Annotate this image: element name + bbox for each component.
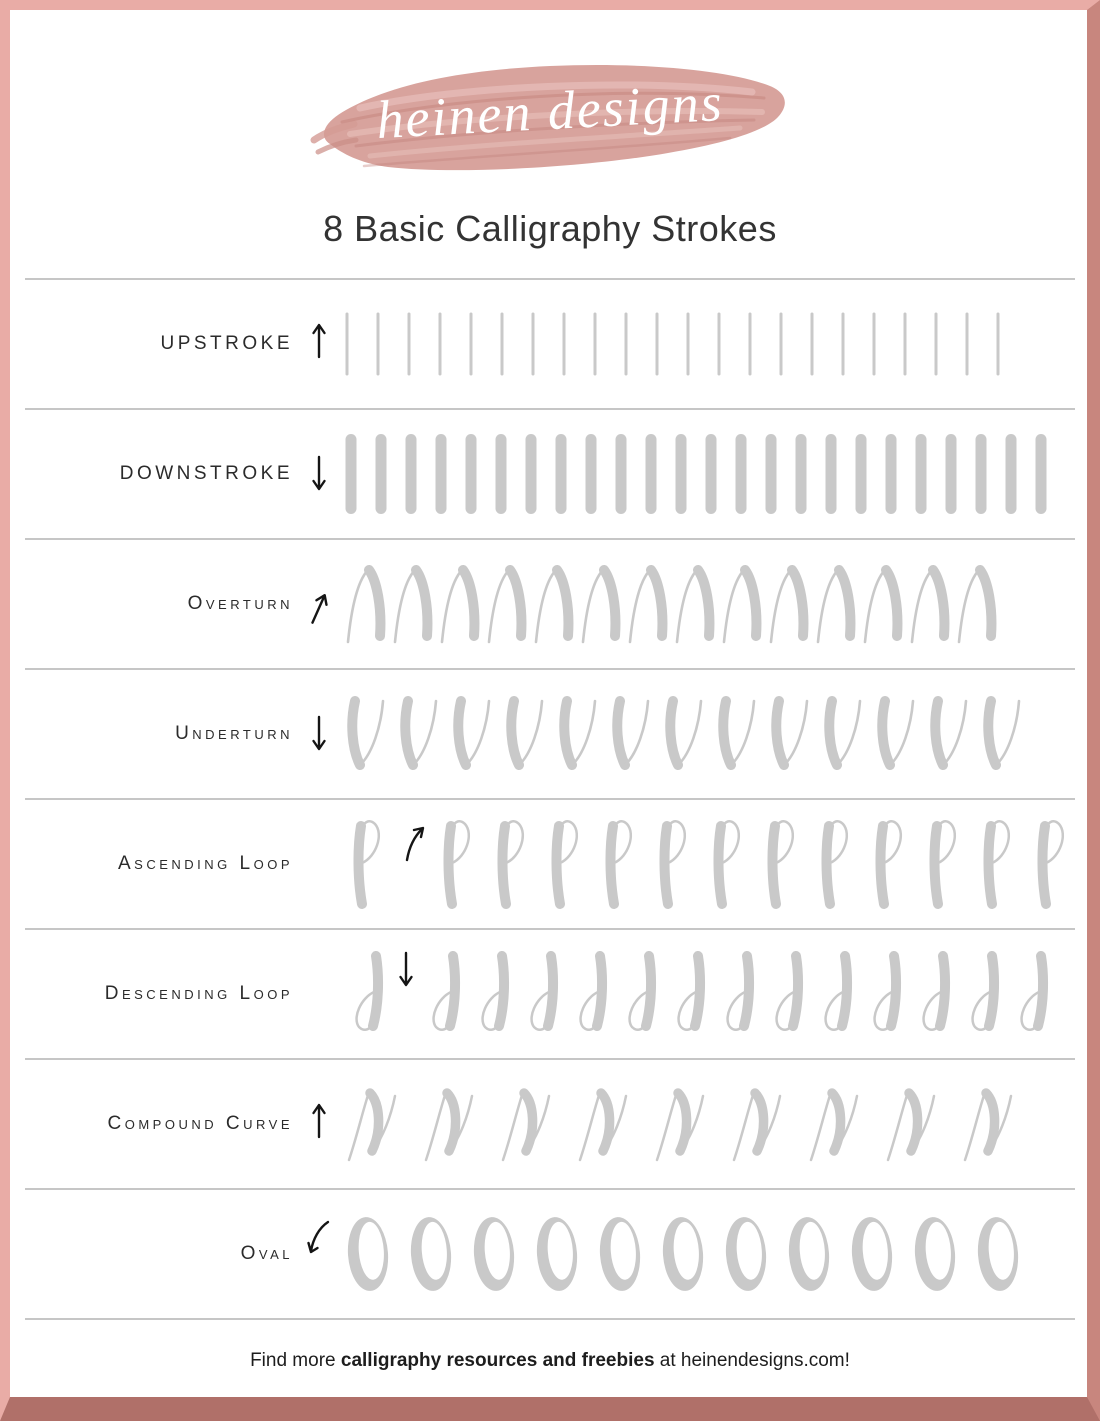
stroke-glyph-overturn — [815, 564, 860, 644]
stroke-glyph-upstroke — [717, 312, 721, 376]
footer-bold: calligraphy resources and freebies — [340, 1350, 655, 1371]
stroke-glyph-upstroke — [872, 312, 876, 376]
stroke-glyph-compound-curve — [884, 1084, 948, 1164]
stroke-glyph-oval — [660, 1215, 706, 1293]
stroke-glyph-compound-curve — [422, 1084, 486, 1164]
stroke-glyph-compound-curve — [576, 1084, 640, 1164]
stroke-glyph-overturn — [909, 564, 954, 644]
stroke-glyph-underturn — [769, 695, 817, 773]
stroke-glyph-ascending-loop — [816, 817, 856, 911]
stroke-glyph-overturn — [768, 564, 813, 644]
stroke-glyph-underturn — [716, 695, 764, 773]
practice-strokes — [293, 800, 1075, 928]
stroke-glyph-upstroke — [841, 312, 845, 376]
logo-text: heinen designs — [374, 71, 726, 151]
row-label: Descending Loop — [104, 983, 293, 1004]
stroke-glyph-descending-loop — [768, 951, 808, 1037]
practice-strokes — [345, 1190, 1075, 1318]
stroke-row-ascending-loop — [25, 798, 1075, 928]
stroke-glyph-descending-loop — [474, 951, 514, 1037]
stroke-glyph-descending-loop — [915, 951, 955, 1037]
stroke-glyph-oval — [912, 1215, 958, 1293]
stroke-glyph-overturn — [392, 564, 437, 644]
stroke-glyph-descending-loop — [348, 951, 388, 1037]
stroke-glyph-ascending-loop — [1032, 817, 1072, 911]
practice-strokes — [345, 540, 1075, 668]
stroke-glyph-upstroke — [376, 312, 380, 376]
stroke-glyph-underturn — [398, 695, 446, 773]
stroke-glyph-oval — [597, 1215, 643, 1293]
stroke-glyph-upstroke — [965, 312, 969, 376]
stroke-glyph-upstroke — [345, 312, 349, 376]
row-label: Overturn — [187, 593, 293, 614]
stroke-glyph-ascending-loop — [870, 817, 910, 911]
practice-strokes — [345, 280, 1075, 408]
stroke-glyph-overturn — [533, 564, 578, 644]
stroke-glyph-descending-loop — [670, 951, 710, 1037]
stroke-glyph-ascending-loop — [654, 817, 694, 911]
stroke-glyph-ascending-loop — [492, 817, 532, 911]
stroke-glyph-compound-curve — [961, 1084, 1025, 1164]
stroke-glyph-oval — [534, 1215, 580, 1293]
row-label: Underturn — [175, 723, 293, 744]
stroke-row-upstroke — [25, 278, 1075, 408]
stroke-glyph-downstroke — [975, 433, 987, 515]
row-label: DOWNSTROKE — [119, 463, 293, 484]
stroke-glyph-upstroke — [996, 312, 1000, 376]
stroke-glyph-ascending-loop — [762, 817, 802, 911]
stroke-glyph-overturn — [345, 564, 390, 644]
stroke-row-compound-curve — [25, 1058, 1075, 1188]
stroke-glyph-oval — [345, 1215, 391, 1293]
stroke-glyph-downstroke — [825, 433, 837, 515]
stroke-row-descending-loop — [25, 928, 1075, 1058]
stroke-glyph-compound-curve — [653, 1084, 717, 1164]
stroke-glyph-downstroke — [765, 433, 777, 515]
stroke-glyph-downstroke — [345, 433, 357, 515]
footer-prefix: Find more — [250, 1350, 341, 1371]
stroke-glyph-oval — [408, 1215, 454, 1293]
stroke-glyph-downstroke — [465, 433, 477, 515]
stroke-glyph-oval — [471, 1215, 517, 1293]
stroke-glyph-upstroke — [469, 312, 473, 376]
stroke-glyph-upstroke — [903, 312, 907, 376]
stroke-glyph-ascending-loop — [546, 817, 586, 911]
stroke-glyph-oval — [849, 1215, 895, 1293]
stroke-glyph-underturn — [610, 695, 658, 773]
stroke-glyph-ascending-loop — [924, 817, 964, 911]
stroke-glyph-downstroke — [495, 433, 507, 515]
stroke-glyph-ascending-loop — [708, 817, 748, 911]
row-label: Oval — [240, 1243, 293, 1264]
stroke-glyph-descending-loop — [523, 951, 563, 1037]
page-title: 8 Basic Calligraphy Strokes — [323, 208, 777, 249]
stroke-glyph-upstroke — [810, 312, 814, 376]
stroke-row-underturn — [25, 668, 1075, 798]
stroke-glyph-downstroke — [885, 433, 897, 515]
practice-strokes — [345, 670, 1075, 798]
stroke-glyph-upstroke — [748, 312, 752, 376]
down-arrow-icon — [293, 454, 345, 494]
stroke-glyph-underturn — [663, 695, 711, 773]
stroke-glyph-oval — [723, 1215, 769, 1293]
stroke-glyph-overturn — [862, 564, 907, 644]
stroke-glyph-underturn — [451, 695, 499, 773]
stroke-glyph-downstroke — [1035, 433, 1047, 515]
stroke-glyph-upstroke — [655, 312, 659, 376]
stroke-glyph-descending-loop — [572, 951, 612, 1037]
stroke-glyph-descending-loop — [621, 951, 661, 1037]
stroke-glyph-ascending-loop — [348, 817, 388, 911]
up-right-arrow-icon — [293, 588, 345, 628]
up-arrow-icon — [293, 1100, 345, 1140]
strokes-table — [25, 278, 1075, 1320]
stroke-glyph-underturn — [557, 695, 605, 773]
stroke-glyph-overturn — [674, 564, 719, 644]
stroke-glyph-descending-loop — [964, 951, 1004, 1037]
stroke-glyph-compound-curve — [730, 1084, 794, 1164]
stroke-glyph-downstroke — [435, 433, 447, 515]
stroke-glyph-overturn — [956, 564, 1001, 644]
curve-up-right-arrow-icon — [402, 824, 428, 864]
stroke-glyph-downstroke — [915, 433, 927, 515]
stroke-glyph-ascending-loop — [438, 817, 478, 911]
stroke-glyph-overturn — [439, 564, 484, 644]
stroke-row-overturn — [25, 538, 1075, 668]
stroke-glyph-downstroke — [735, 433, 747, 515]
row-label: Compound Curve — [107, 1113, 293, 1134]
stroke-glyph-downstroke — [555, 433, 567, 515]
stroke-glyph-underturn — [928, 695, 976, 773]
stroke-glyph-downstroke — [585, 433, 597, 515]
stroke-glyph-downstroke — [615, 433, 627, 515]
stroke-glyph-downstroke — [855, 433, 867, 515]
stroke-glyph-underturn — [504, 695, 552, 773]
stroke-glyph-downstroke — [375, 433, 387, 515]
stroke-glyph-upstroke — [686, 312, 690, 376]
stroke-glyph-downstroke — [645, 433, 657, 515]
row-label: UPSTROKE — [160, 333, 293, 354]
stroke-row-oval — [25, 1188, 1075, 1318]
stroke-glyph-upstroke — [593, 312, 597, 376]
curve-down-left-arrow-icon — [293, 1218, 345, 1258]
stroke-glyph-descending-loop — [425, 951, 465, 1037]
stroke-glyph-ascending-loop — [600, 817, 640, 911]
stroke-glyph-downstroke — [1005, 433, 1017, 515]
stroke-glyph-compound-curve — [499, 1084, 563, 1164]
stroke-glyph-upstroke — [624, 312, 628, 376]
down-arrow-icon — [293, 714, 345, 754]
stroke-glyph-underturn — [981, 695, 1029, 773]
row-label: Ascending Loop — [117, 853, 293, 874]
stroke-glyph-oval — [975, 1215, 1021, 1293]
stroke-glyph-downstroke — [945, 433, 957, 515]
stroke-glyph-compound-curve — [807, 1084, 871, 1164]
stroke-glyph-upstroke — [779, 312, 783, 376]
stroke-glyph-overturn — [580, 564, 625, 644]
stroke-glyph-downstroke — [675, 433, 687, 515]
stroke-glyph-upstroke — [407, 312, 411, 376]
up-arrow-icon — [293, 320, 345, 360]
stroke-glyph-downstroke — [405, 433, 417, 515]
down-arrow-icon — [397, 950, 415, 990]
stroke-glyph-oval — [786, 1215, 832, 1293]
stroke-row-downstroke — [25, 408, 1075, 538]
stroke-glyph-overturn — [721, 564, 766, 644]
stroke-glyph-descending-loop — [1013, 951, 1053, 1037]
practice-strokes — [293, 930, 1075, 1058]
stroke-glyph-upstroke — [438, 312, 442, 376]
stroke-glyph-overturn — [486, 564, 531, 644]
stroke-glyph-underturn — [822, 695, 870, 773]
footer-suffix: at heinendesigns.com! — [654, 1350, 850, 1371]
stroke-glyph-upstroke — [531, 312, 535, 376]
stroke-glyph-upstroke — [934, 312, 938, 376]
stroke-glyph-descending-loop — [866, 951, 906, 1037]
footer-text — [25, 1350, 1075, 1372]
stroke-glyph-descending-loop — [719, 951, 759, 1037]
practice-strokes — [345, 1060, 1075, 1188]
stroke-glyph-downstroke — [795, 433, 807, 515]
stroke-glyph-underturn — [875, 695, 923, 773]
stroke-glyph-upstroke — [500, 312, 504, 376]
practice-strokes — [345, 410, 1075, 538]
stroke-glyph-upstroke — [562, 312, 566, 376]
logo — [300, 40, 800, 198]
stroke-glyph-overturn — [627, 564, 672, 644]
stroke-glyph-ascending-loop — [978, 817, 1018, 911]
stroke-glyph-downstroke — [705, 433, 717, 515]
stroke-glyph-downstroke — [525, 433, 537, 515]
stroke-glyph-compound-curve — [345, 1084, 409, 1164]
stroke-glyph-underturn — [345, 695, 393, 773]
stroke-glyph-descending-loop — [817, 951, 857, 1037]
